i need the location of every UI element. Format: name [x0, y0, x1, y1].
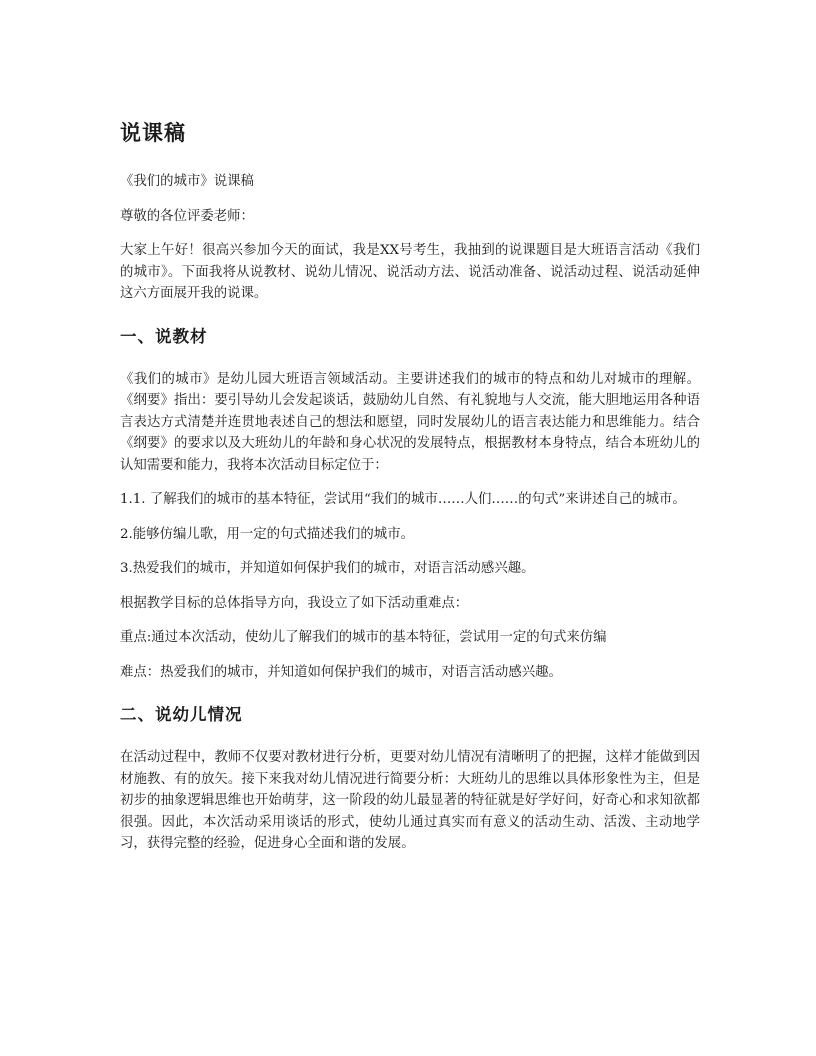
key-point: 重点:通过本次活动，使幼儿了解我们的城市的基本特征，尝试用一定的句式来仿编: [120, 630, 607, 645]
goal-item: 2.能够仿编儿歌，用一定的句式描述我们的城市。: [120, 526, 414, 542]
goal-item: 1.1. 了解我们的城市的基本特征，尝试用“我们的城市……人们……的句式”来讲述自己的城市。: [120, 492, 686, 507]
paragraph: 《我们的城市》是幼儿园大班语言领域活动。主要讲述我们的城市的特点和幼儿对城市的理解。《纲要》指出：要引导幼儿会发起谈话，鼓励幼儿自然、有礼貌地与人交流，能大胆地运用各种语言表达方式清楚并连贯地表述自己的想法和愿望，同时发展幼儿的语言表达能力和思维能力。结合《纲要》的要求以及大班幼儿的年龄和身心状况的发展特点，根据教材本身特点，结合本班幼儿的认知需要和能力，我将本次活动目标定位于：: [120, 371, 700, 473]
document-page: [120, 118, 700, 868]
intro-paragraph: 大家上午好！很高兴参加今天的面试，我是XX号考生，我抽到的说课题目是大班语言活动《我们的城市》。下面我将从说教材、说幼儿情况、说活动方法、说活动准备、说活动过程、说活动延伸这六方面展开我的说课。: [120, 243, 700, 301]
section-heading-textbook: 一、说教材: [120, 326, 208, 346]
paragraph: 在活动过程中，教师不仅要对教材进行分析，更要对幼儿情况有清晰明了的把握，这样才能做到因材施教、有的放矢。接下来我对幼儿情况进行简要分析：大班幼儿的思维以具体形象性为主，但是初步的抽象逻辑思维也开始萌芽，这一阶段的幼儿最显著的特征就是好学好问，好奇心和求知欲都很强。因此，本次活动采用谈话的形式，使幼儿通过真实而有意义的活动生动、活泼、主动地学习，获得完整的经验，促进身心全面和谐的发展。: [120, 750, 700, 851]
goal-item: 3.热爱我们的城市，并知道如何保护我们的城市，对语言活动感兴趣。: [120, 561, 535, 576]
difficult-point: 难点：热爱我们的城市，并知道如何保护我们的城市，对语言活动感兴趣。: [120, 664, 562, 680]
document-title: 说课稿: [120, 121, 186, 145]
paragraph: 根据教学目标的总体指导方向，我设立了如下活动重难点：: [120, 595, 469, 611]
salutation: 尊敬的各位评委老师：: [120, 208, 254, 224]
section-heading-children: 二、说幼儿情况: [120, 705, 243, 724]
document-subtitle: 《我们的城市》说课稿: [120, 174, 254, 189]
